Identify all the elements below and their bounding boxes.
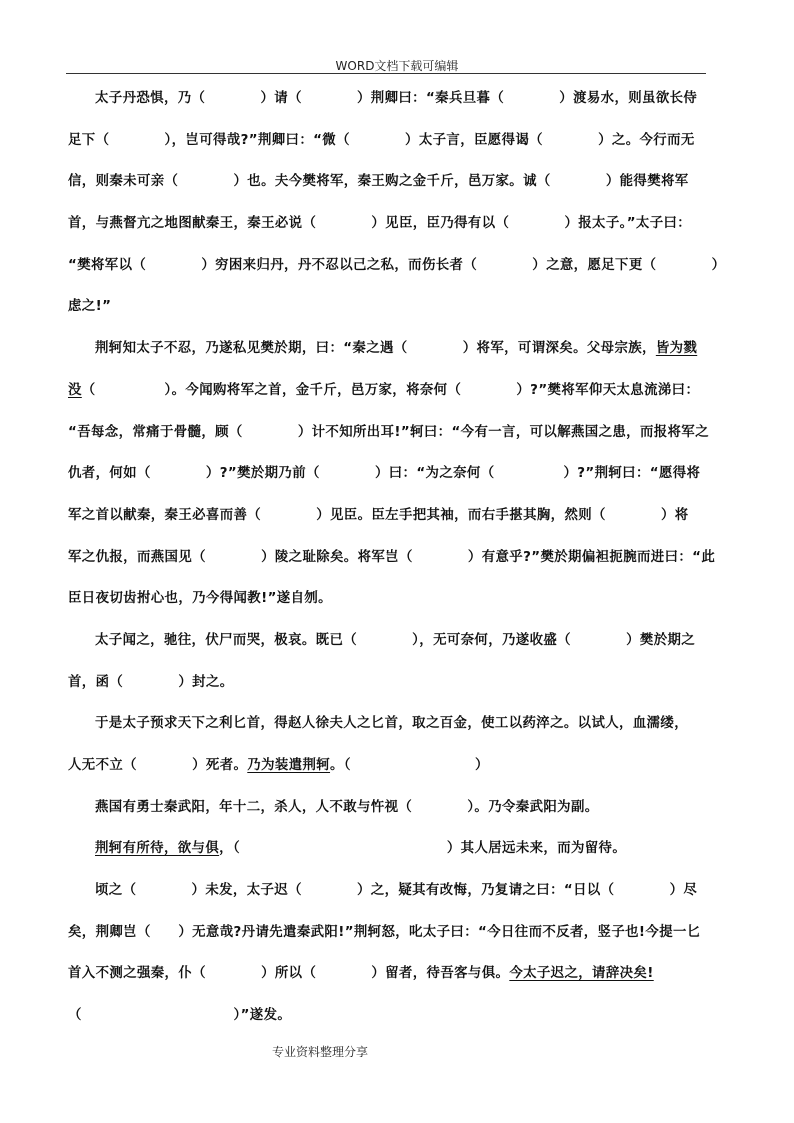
line-text: 首，函（ ）封之。 bbox=[68, 674, 234, 690]
document-body bbox=[68, 87, 730, 1046]
text-line bbox=[68, 170, 730, 212]
text-line bbox=[68, 254, 730, 296]
line-text: 太子闻之，驰往，伏尸而哭，极哀。既已（ ），无可奈何，乃遂收盛（ ）樊於期之 bbox=[95, 632, 696, 648]
underlined-text: 皆为戮 bbox=[655, 341, 698, 357]
line-text: 军之首以献秦，秦王必喜而善（ ）见臣。臣左手把其袖，而右手揕其胸，然则（ ）将 bbox=[68, 507, 689, 523]
text-line bbox=[68, 129, 730, 171]
text-line bbox=[68, 712, 730, 754]
line-text: 太子丹恐惧，乃（ ）请（ ）荆卿曰：“秦兵旦暮（ ）渡易水，则虽欲长侍 bbox=[95, 91, 698, 106]
text-line bbox=[68, 796, 730, 838]
line-text: ，（ ）其人居远未来，而为留待。 bbox=[219, 841, 627, 857]
line-text: 人无不立（ ）死者。 bbox=[68, 758, 248, 773]
line-text: 于是太子预求天下之利匕首，得赵人徐夫人之匕首，取之百金，使工以药淬之。以试人，血濡缕， bbox=[95, 716, 688, 732]
line-text: “吾每念，常痛于骨髓，顾（ ）计不知所出耳!”轲曰：“今有一言，可以解燕国之患，而报将军之 bbox=[68, 424, 709, 440]
text-line bbox=[68, 87, 730, 129]
text-line bbox=[68, 962, 730, 1004]
text-line bbox=[68, 921, 730, 963]
line-text: 荆轲知太子不忍，乃遂私见樊於期，曰：“秦之遇（ ）将军，可谓深矣。父母宗族， bbox=[95, 341, 656, 357]
text-line bbox=[68, 421, 730, 463]
line-text: 矣，荆卿岂（ ）无意哉?丹请先遣秦武阳!”荆轲怒，叱太子曰：“今日往而不反者，竖子也!今提一匕 bbox=[68, 924, 701, 940]
header-rule bbox=[66, 73, 706, 74]
text-line bbox=[68, 337, 730, 379]
line-text: 首，与燕督亢之地图献秦王，秦王必说（ ）见臣，臣乃得有以（ ）报太子。”太子曰： bbox=[68, 216, 692, 232]
line-text: 军之仇报，而燕国见（ ）陵之耻除矣。将军岂（ ）有意乎?”樊於期偏袒扼腕而进曰：“此 bbox=[68, 549, 716, 565]
text-line bbox=[68, 546, 730, 588]
text-line bbox=[68, 462, 730, 504]
line-text: 顷之（ ）未发，太子迟（ ）之，疑其有改悔，乃复请之曰：“日以（ ）尽 bbox=[95, 883, 698, 899]
line-text: 虑之!” bbox=[68, 299, 112, 315]
underlined-text: 乃为装遣荆轲 bbox=[247, 758, 331, 773]
line-text: 仇者，何如（ ）?”樊於期乃前（ ）曰：“为之奈何（ ）?”荆轲曰：“愿得将 bbox=[68, 466, 701, 482]
page-footer: 专业资料整理分享 bbox=[272, 1045, 369, 1059]
line-text: “樊将军以（ ）穷困来归丹，丹不忍以己之私，而伤长者（ ）之意，愿足下更（ ） bbox=[68, 257, 726, 273]
line-text: 足下（ ），岂可得哉?”荆卿曰：“微（ ）太子言，臣愿得谒（ ）之。今行而无 bbox=[68, 132, 695, 148]
line-text: （ ）”遂发。 bbox=[68, 1008, 292, 1024]
line-text: （ ）。今闻购将军之首，金千斤，邑万家，将奈何（ ）?”樊将军仰天太息流涕曰： bbox=[81, 382, 700, 398]
line-text: 首入不测之强秦，仆（ ）所以（ ）留者，待吾客与俱。 bbox=[68, 966, 510, 982]
text-line bbox=[68, 379, 730, 421]
page-header: WORD文档下载可编辑 bbox=[335, 59, 459, 73]
text-line bbox=[68, 837, 730, 879]
text-line bbox=[68, 504, 730, 546]
line-text: 。（ ） bbox=[330, 758, 489, 773]
underlined-text: 今太子迟之，请辞决矣! bbox=[509, 966, 654, 982]
text-line bbox=[68, 879, 730, 921]
text-line bbox=[68, 754, 730, 796]
text-line bbox=[68, 671, 730, 713]
text-line bbox=[68, 295, 730, 337]
text-line bbox=[68, 212, 730, 254]
text-line bbox=[68, 629, 730, 671]
line-text: 臣日夜切齿拊心也，乃今得闻教!”遂自刎。 bbox=[68, 591, 332, 607]
line-text: 燕国有勇士秦武阳，年十二，杀人，人不敢与忤视（ ）。乃令秦武阳为副。 bbox=[95, 799, 599, 815]
line-text: 信，则秦未可亲（ ）也。夫今樊将军，秦王购之金千斤，邑万家。诚（ ）能得樊将军 bbox=[68, 174, 689, 190]
text-line bbox=[68, 1004, 730, 1046]
text-line bbox=[68, 587, 730, 629]
underlined-text: 没 bbox=[68, 382, 82, 398]
underlined-text: 荆轲有所待，欲与俱 bbox=[95, 841, 220, 857]
